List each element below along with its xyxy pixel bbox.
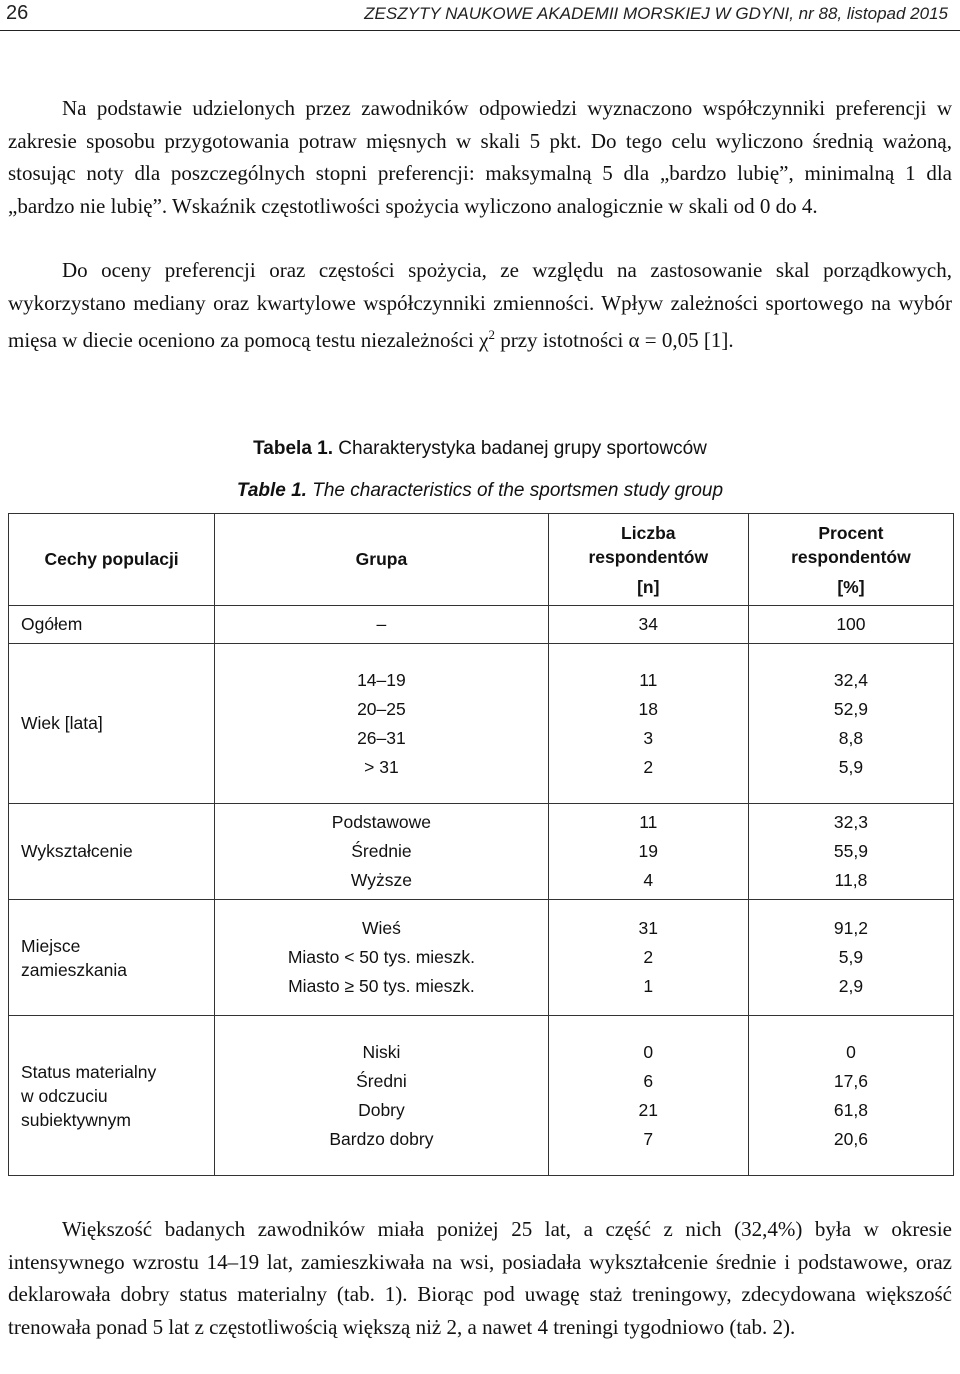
status-n: 0: [643, 1041, 654, 1062]
status-pct: 0: [846, 1041, 856, 1062]
status-label-l2: w odczuciu: [21, 1085, 108, 1106]
education-n: 4: [643, 870, 654, 890]
education-pct: 55,9: [833, 841, 868, 861]
total-n: 34: [548, 606, 748, 644]
header-count-l3: [n]: [637, 576, 660, 597]
status-group: Dobry: [358, 1099, 405, 1120]
age-pct: 52,9: [833, 698, 868, 719]
sportsmen-characteristics-table: [8, 513, 954, 1176]
header-percent-l1: Procent: [818, 522, 884, 543]
status-group: Bardzo dobry: [329, 1128, 434, 1149]
closing-paragraph: Większość badanych zawodników miała poniżej 25 lat, a część z nich (32,4%) była w okresie intensywnego wzrostu 14–19 lat, zamieszkiwała na wsi, posiadała wykształcenie średnie i podstawowe, oraz deklarowała dobry status materialny (tab. 1). Biorąc pod uwagę staż treningowy, zdecydowana większość trenowała ponad 5 lat z częstotliwością większą niż 2, a nawet 4 treningi tygodniowo (tab. 2).: [8, 1217, 952, 1339]
caption-en-label: Table 1.: [236, 480, 307, 501]
methods-text-a: Do oceny preferencji oraz częstości spożycia, ze względu na zastosowanie skal porządkowych, wykorzystano mediany oraz kwartylowe współczynniki zmienności. Wpływ zależności sportowego na wybór mięsa w diecie oceniono za pomocą testu niezależności: [8, 258, 952, 352]
status-pct: 17,6: [833, 1070, 868, 1091]
page-number: 26: [6, 2, 29, 24]
age-group: 14–19: [357, 669, 406, 690]
residence-group: Miasto ≥ 50 tys. mieszk.: [288, 976, 475, 996]
status-percents: [748, 1016, 953, 1176]
status-label-l1: Status materialny: [21, 1061, 157, 1082]
age-group: 26–31: [357, 727, 406, 748]
education-group: Podstawowe: [331, 812, 432, 832]
age-percents: [748, 644, 953, 804]
education-pct: 11,8: [834, 870, 868, 890]
table-caption-pl: [0, 438, 960, 460]
education-counts: [548, 804, 748, 900]
running-header: [0, 0, 960, 31]
table-row-residence: [9, 900, 954, 1016]
status-n: 21: [638, 1099, 659, 1120]
total-group: –: [215, 606, 549, 644]
residence-percents: [748, 900, 953, 1016]
table-caption-en: [0, 480, 960, 502]
total-label: Ogółem: [9, 606, 215, 644]
education-percents: [748, 804, 953, 900]
total-pct: 100: [748, 606, 953, 644]
education-n: 19: [638, 841, 659, 861]
education-label: Wykształcenie: [9, 804, 215, 900]
alpha-expression: α = 0,05: [628, 328, 699, 352]
table-header-row: [9, 514, 954, 606]
methods-paragraph: [8, 254, 952, 357]
header-count: [548, 514, 748, 606]
journal-title: ZESZYTY NAUKOWE AKADEMII MORSKIEJ W GDYNI, nr 88, listopad 2015: [364, 4, 948, 23]
status-group: Średni: [356, 1070, 407, 1091]
table-row-status: [9, 1016, 954, 1176]
education-group: Średnie: [351, 841, 412, 861]
education-pct: 32,3: [833, 812, 868, 832]
table-row-total: [9, 606, 954, 644]
header-population: Cechy populacji: [9, 514, 215, 606]
status-groups: [215, 1016, 549, 1176]
methods-text-b: przy istotności: [494, 328, 629, 352]
residence-groups: [215, 900, 549, 1016]
age-pct: 32,4: [833, 669, 868, 690]
header-count-l2: respondentów: [588, 546, 709, 567]
education-groups: [215, 804, 549, 900]
residence-counts: [548, 900, 748, 1016]
education-group: Wyższe: [350, 870, 412, 890]
residence-n: 31: [638, 918, 659, 938]
methods-text-c: [1].: [698, 328, 734, 352]
age-group: 20–25: [357, 698, 406, 719]
age-n: 3: [643, 727, 654, 748]
status-pct: 20,6: [833, 1128, 868, 1149]
age-n: 18: [638, 698, 659, 719]
status-n: 7: [643, 1128, 654, 1149]
status-n: 6: [643, 1070, 654, 1091]
residence-label: [9, 900, 215, 1016]
status-counts: [548, 1016, 748, 1176]
header-percent-l3: [%]: [837, 576, 865, 597]
residence-n: 2: [643, 947, 654, 967]
age-groups: [215, 644, 549, 804]
residence-group: Miasto < 50 tys. mieszk.: [287, 947, 476, 967]
education-n: 11: [639, 812, 658, 832]
table-row-education: [9, 804, 954, 900]
header-percent-l2: respondentów: [791, 546, 911, 567]
chi-symbol: χ: [479, 328, 489, 352]
age-n: 2: [643, 756, 654, 777]
header-count-l1: Liczba: [621, 522, 676, 543]
status-label: [9, 1016, 215, 1176]
header-percent: [748, 514, 953, 606]
intro-paragraph: Na podstawie udzielonych przez zawodników odpowiedzi wyznaczono współczynniki preferencji w zakresie sposobu przygotowania potraw mięsnych w skali 5 pkt. Do tego celu wyliczono średnią ważoną, stosując noty dla poszczególnych stopni preferencji: maksymalną 5 dla „bardzo lubię”, minimalną 1 dla „bardzo nie lubię”. Wskaźnik częstotliwości spożycia wyliczono analogicznie w skali od 0 do 4.: [8, 96, 952, 218]
status-label-l3: subiektywnym: [21, 1109, 131, 1130]
residence-label-l1: Miejsce: [21, 935, 81, 956]
residence-pct: 2,9: [838, 976, 864, 996]
residence-label-l2: zamieszkania: [21, 959, 128, 980]
age-label: Wiek [lata]: [9, 644, 215, 804]
residence-group: Wieś: [361, 918, 401, 938]
age-pct: 8,8: [838, 727, 864, 748]
residence-pct: 5,9: [838, 947, 864, 967]
chi-superscript: 2: [488, 327, 495, 342]
status-pct: 61,8: [833, 1099, 868, 1120]
caption-pl-label: Tabela 1.: [253, 438, 334, 459]
caption-pl-text: Charakterystyka badanej grupy sportowców: [333, 438, 707, 459]
residence-n: 1: [643, 976, 654, 996]
caption-en-text: The characteristics of the sportsmen study group: [306, 480, 724, 501]
residence-pct: 91,2: [833, 918, 868, 938]
age-n: 11: [639, 669, 658, 690]
header-group: Grupa: [215, 514, 549, 606]
status-group: Niski: [362, 1041, 401, 1062]
table-row-age: [9, 644, 954, 804]
age-counts: [548, 644, 748, 804]
age-pct: 5,9: [838, 756, 864, 777]
age-group: > 31: [364, 756, 399, 777]
